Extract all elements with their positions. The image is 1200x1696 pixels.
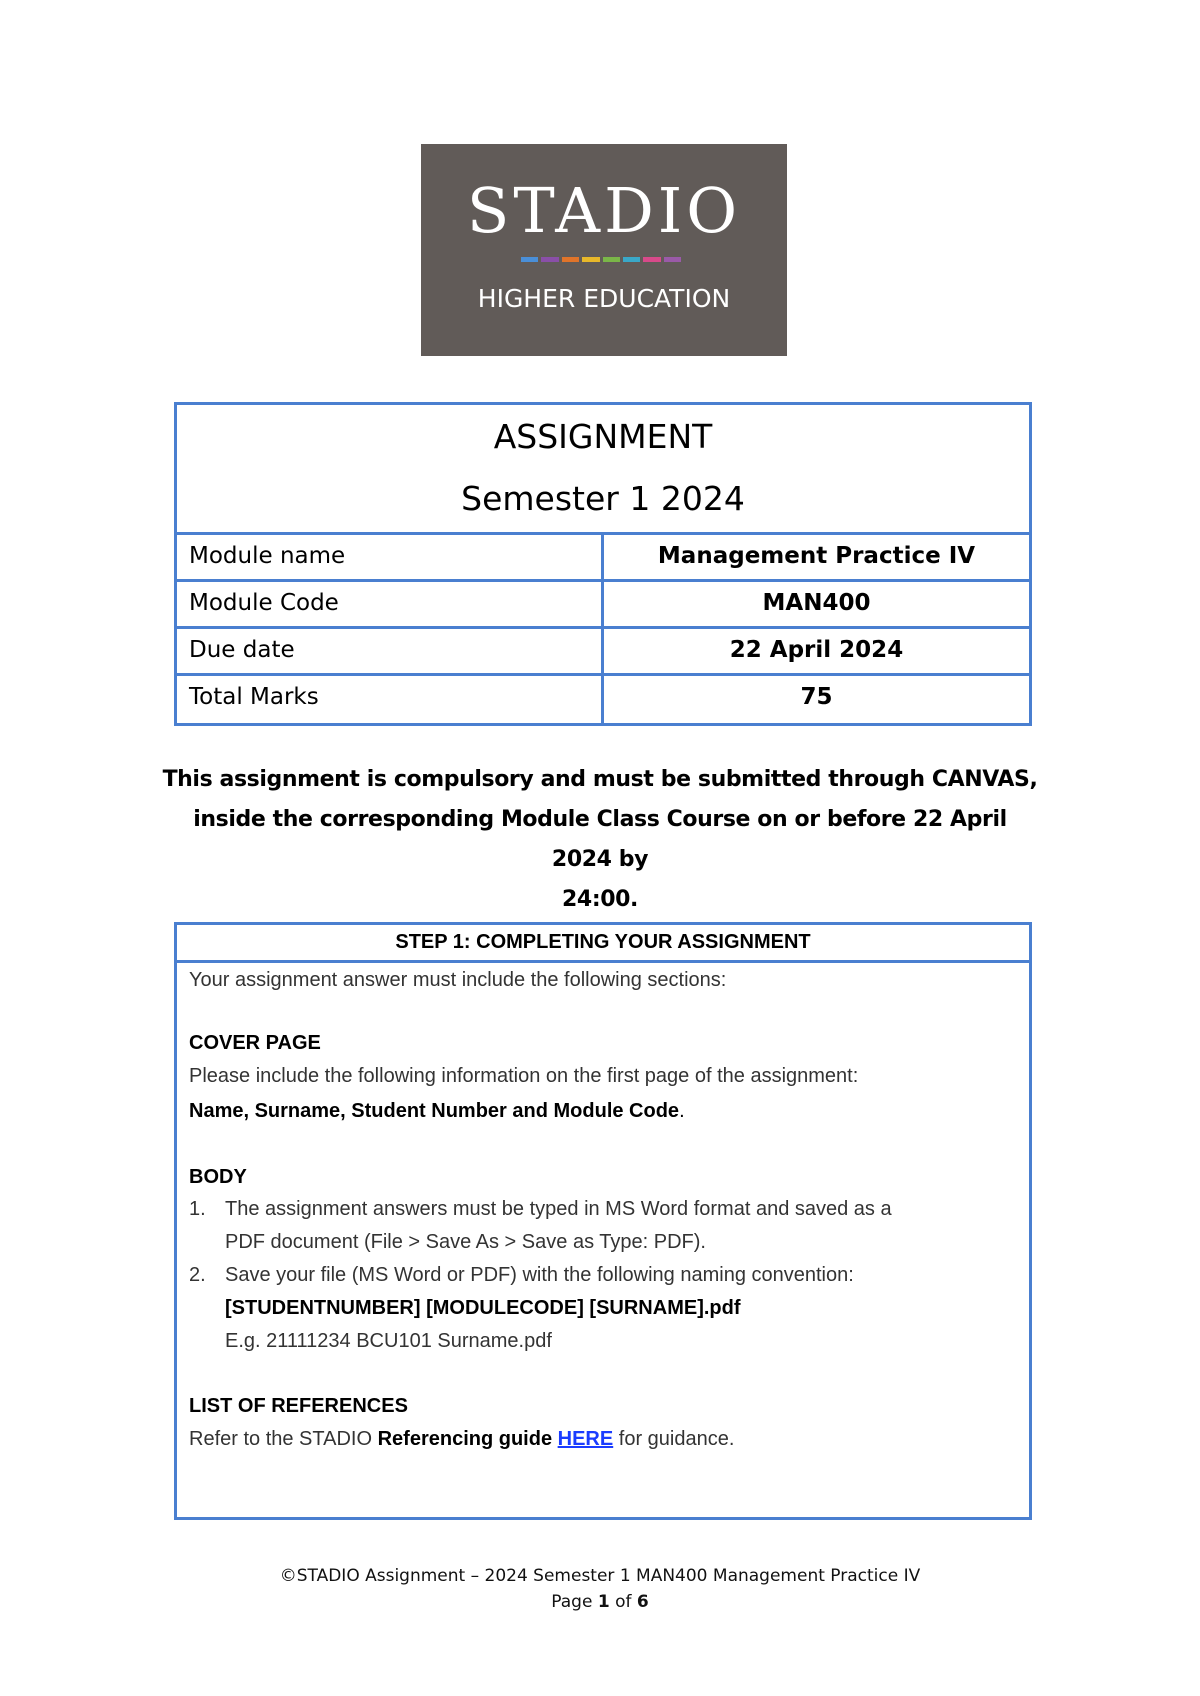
- references-title: LIST OF REFERENCES: [189, 1395, 408, 1417]
- referencing-guide-link[interactable]: HERE: [557, 1428, 614, 1450]
- info-label: Total Marks: [177, 676, 604, 723]
- stripe-segment: [643, 257, 660, 262]
- cover-fields-end: .: [679, 1100, 685, 1122]
- stripe-segment: [562, 257, 579, 262]
- cover-page-fields: [189, 1093, 1017, 1129]
- cover-page-title: COVER PAGE: [189, 1032, 321, 1054]
- info-label: Module name: [177, 535, 604, 579]
- info-row-module-name: [177, 535, 1029, 582]
- references-suffix: for guidance.: [613, 1428, 735, 1450]
- references-prefix: Refer to the STADIO: [189, 1428, 378, 1450]
- info-value: MAN400: [762, 590, 871, 616]
- assignment-info-table: [174, 402, 1032, 726]
- body-item-2: [189, 1259, 1017, 1358]
- page-number: [0, 1589, 1200, 1615]
- assignment-title: ASSIGNMENT: [493, 417, 713, 456]
- step1-intro: Your assignment answer must include the following sections:: [189, 969, 727, 991]
- body-title: BODY: [189, 1166, 247, 1188]
- body-item-1: [189, 1193, 1017, 1259]
- info-label: Due date: [177, 629, 604, 673]
- logo-color-stripe: [521, 257, 681, 262]
- notice-line: inside the corresponding Module Class Course on or before 22 April 2024 by: [193, 807, 1007, 872]
- referencing-guide-label: Referencing guide: [377, 1428, 553, 1450]
- item-line: The assignment answers must be typed in MS Word format and saved as a: [225, 1198, 892, 1220]
- stripe-segment: [521, 257, 538, 262]
- page-footer: [0, 1563, 1200, 1615]
- footer-copyright: ©STADIO Assignment – 2024 Semester 1 MAN400 Management Practice IV: [279, 1566, 921, 1586]
- step1-body: [177, 963, 1029, 1456]
- notice-line: This assignment is compulsory and must be submitted through CANVAS,: [162, 767, 1038, 792]
- notice-line: 24:00.: [562, 887, 638, 912]
- item-number: 1.: [189, 1198, 206, 1220]
- info-value: Management Practice IV: [657, 543, 976, 569]
- semester-label: Semester 1 2024: [461, 479, 745, 518]
- stripe-segment: [664, 257, 681, 262]
- stripe-segment: [541, 257, 558, 262]
- item-line: Save your file (MS Word or PDF) with the following naming convention:: [225, 1264, 854, 1286]
- info-header: [177, 405, 1029, 535]
- references-text: [189, 1422, 1017, 1456]
- item-line: PDF document (File > Save As > Save as Type: PDF).: [225, 1231, 706, 1253]
- stripe-segment: [603, 257, 620, 262]
- stadio-logo: [421, 144, 787, 356]
- stripe-segment: [623, 257, 640, 262]
- step1-heading: STEP 1: COMPLETING YOUR ASSIGNMENT: [177, 925, 1029, 963]
- cover-fields-text: Name, Surname, Student Number and Module Code: [189, 1100, 680, 1122]
- info-value: 75: [800, 684, 833, 710]
- page-of: of: [609, 1592, 637, 1612]
- submission-notice: [160, 760, 1040, 920]
- logo-subtitle: HIGHER EDUCATION: [477, 284, 731, 313]
- stripe-segment: [582, 257, 599, 262]
- page-total: 6: [636, 1592, 649, 1612]
- info-label: Module Code: [177, 582, 604, 626]
- cover-page-text: Please include the following information on the first page of the assignment:: [189, 1065, 859, 1087]
- info-row-due-date: [177, 629, 1029, 676]
- info-row-module-code: [177, 582, 1029, 629]
- item-number: 2.: [189, 1264, 206, 1286]
- info-value: 22 April 2024: [729, 637, 904, 663]
- naming-convention: [STUDENTNUMBER] [MODULECODE] [SURNAME].pdf: [225, 1297, 741, 1319]
- page-prefix: Page: [551, 1592, 598, 1612]
- naming-example: E.g. 21111234 BCU101 Surname.pdf: [225, 1330, 552, 1352]
- step1-box: [174, 922, 1032, 1520]
- page-current: 1: [597, 1592, 610, 1612]
- logo-wordmark: STADIO: [466, 174, 742, 247]
- info-row-total-marks: [177, 676, 1029, 723]
